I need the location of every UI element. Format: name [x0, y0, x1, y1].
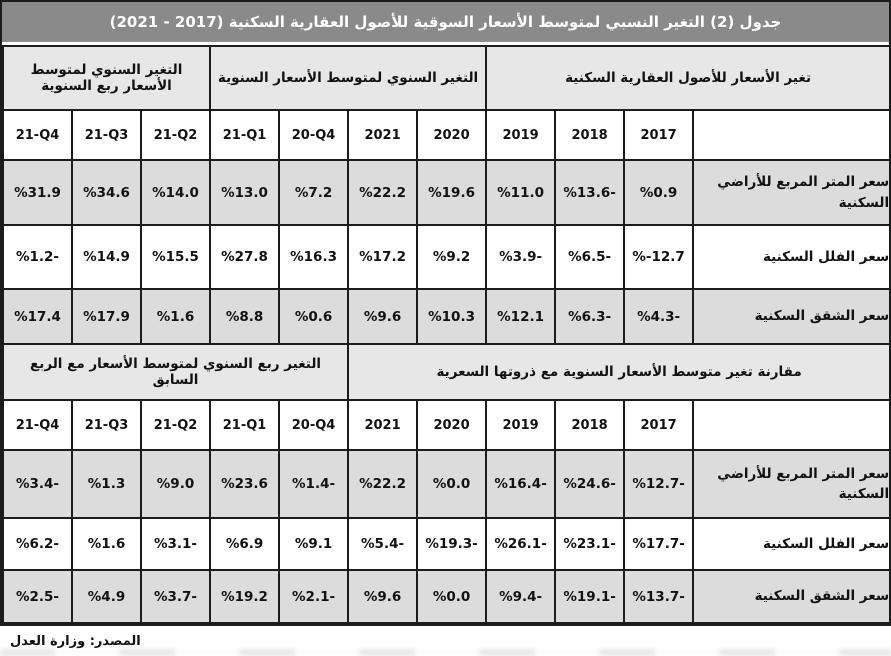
column-header-2021: 2021 — [348, 400, 417, 450]
value-cell-21-Q2: %15.5 — [141, 225, 210, 289]
column-header-2019: 2019 — [486, 110, 555, 160]
column-header-2019: 2019 — [486, 400, 555, 450]
value-cell-2017: %12.7- — [624, 450, 693, 518]
value-cell-21-Q4: %1.2- — [3, 225, 72, 289]
source-note: المصدر: وزارة العدل — [10, 634, 141, 649]
column-header-21-Q1: 21-Q1 — [210, 110, 279, 160]
table-row — [3, 289, 890, 344]
value-cell-2018: %13.6- — [555, 160, 624, 225]
value-cell-21-Q2: %3.7- — [141, 570, 210, 623]
value-cell-2017: %17.7- — [624, 518, 693, 570]
row-label: سعر الشقق السكنية — [693, 570, 890, 623]
value-cell-21-Q4: %3.4- — [3, 450, 72, 518]
value-cell-2019: %16.4- — [486, 450, 555, 518]
row-label: سعر الشقق السكنية — [693, 289, 890, 344]
value-cell-21-Q3: %17.9 — [72, 289, 141, 344]
table-row — [3, 225, 890, 289]
value-cell-21-Q4: %2.5- — [3, 570, 72, 623]
value-cell-2021: %9.6 — [348, 570, 417, 623]
value-cell-2019: %9.4- — [486, 570, 555, 623]
table-title: جدول (2) التغير النسبي لمتوسط الأسعار السوقية للأصول العقارية السكنية (2017 - 2021) — [2, 2, 889, 42]
value-cell-2017: %-12.7 — [624, 225, 693, 289]
value-cell-2019: %11.0 — [486, 160, 555, 225]
section-2-header-1: مقارنة تغير متوسط الأسعار السنوية مع ذروتها السعرية — [348, 344, 890, 400]
value-cell-21-Q3: %1.6 — [72, 518, 141, 570]
value-cell-2020: %19.3- — [417, 518, 486, 570]
column-header-21-Q1: 21-Q1 — [210, 400, 279, 450]
value-cell-20-Q4: %1.4- — [279, 450, 348, 518]
column-header-21-Q3: 21-Q3 — [72, 400, 141, 450]
table-row — [3, 570, 890, 623]
column-header-2021: 2021 — [348, 110, 417, 160]
value-cell-2020: %10.3 — [417, 289, 486, 344]
corner-empty-cell — [693, 400, 890, 450]
value-cell-20-Q4: %16.3 — [279, 225, 348, 289]
value-cell-2018: %6.5- — [555, 225, 624, 289]
value-cell-21-Q3: %14.9 — [72, 225, 141, 289]
value-cell-20-Q4: %0.6 — [279, 289, 348, 344]
row-label: سعر المتر المربع للأراضي السكنية — [693, 450, 890, 518]
column-header-21-Q2: 21-Q2 — [141, 110, 210, 160]
value-cell-20-Q4: %9.1 — [279, 518, 348, 570]
value-cell-21-Q4: %6.2- — [3, 518, 72, 570]
value-cell-2021: %22.2 — [348, 160, 417, 225]
value-cell-21-Q1: %13.0 — [210, 160, 279, 225]
column-header-21-Q2: 21-Q2 — [141, 400, 210, 450]
column-header-2018: 2018 — [555, 400, 624, 450]
value-cell-21-Q1: %19.2 — [210, 570, 279, 623]
value-cell-21-Q4: %31.9 — [3, 160, 72, 225]
value-cell-2017: %13.7- — [624, 570, 693, 623]
value-cell-2021: %22.2 — [348, 450, 417, 518]
value-cell-21-Q2: %3.1- — [141, 518, 210, 570]
value-cell-2020: %19.6 — [417, 160, 486, 225]
value-cell-21-Q1: %27.8 — [210, 225, 279, 289]
value-cell-2019: %3.9- — [486, 225, 555, 289]
column-header-2017: 2017 — [624, 110, 693, 160]
column-header-21-Q4: 21-Q4 — [3, 400, 72, 450]
value-cell-2021: %9.6 — [348, 289, 417, 344]
value-cell-2018: %19.1- — [555, 570, 624, 623]
value-cell-2019: %12.1 — [486, 289, 555, 344]
column-header-2020: 2020 — [417, 110, 486, 160]
value-cell-21-Q3: %34.6 — [72, 160, 141, 225]
section-1-header-2: التغير السنوي لمتوسط الأسعار السنوية — [210, 46, 486, 110]
value-cell-21-Q1: %23.6 — [210, 450, 279, 518]
value-cell-2017: %4.3- — [624, 289, 693, 344]
corner-empty-cell — [693, 110, 890, 160]
value-cell-21-Q1: %8.8 — [210, 289, 279, 344]
value-cell-2021: %5.4- — [348, 518, 417, 570]
column-header-21-Q4: 21-Q4 — [3, 110, 72, 160]
table-row — [3, 518, 890, 570]
row-label: سعر المتر المربع للأراضي السكنية — [693, 160, 890, 225]
column-header-21-Q3: 21-Q3 — [72, 110, 141, 160]
page-edge-artifact — [0, 649, 891, 656]
value-cell-2017: %0.9 — [624, 160, 693, 225]
value-cell-2020: %9.2 — [417, 225, 486, 289]
value-cell-21-Q2: %9.0 — [141, 450, 210, 518]
value-cell-2019: %26.1- — [486, 518, 555, 570]
column-header-2017: 2017 — [624, 400, 693, 450]
value-cell-2020: %0.0 — [417, 570, 486, 623]
row-label: سعر الفلل السكنية — [693, 225, 890, 289]
column-header-2020: 2020 — [417, 400, 486, 450]
value-cell-20-Q4: %2.1- — [279, 570, 348, 623]
value-cell-2018: %23.1- — [555, 518, 624, 570]
column-header-20-Q4: 20-Q4 — [279, 400, 348, 450]
value-cell-21-Q2: %14.0 — [141, 160, 210, 225]
value-cell-2020: %0.0 — [417, 450, 486, 518]
value-cell-21-Q1: %6.9 — [210, 518, 279, 570]
section-1-header-1: تغير الأسعار للأصول العقارية السكنية — [486, 46, 890, 110]
value-cell-2018: %24.6- — [555, 450, 624, 518]
row-label: سعر الفلل السكنية — [693, 518, 890, 570]
table-row — [3, 160, 890, 225]
value-cell-21-Q3: %4.9 — [72, 570, 141, 623]
value-cell-2018: %6.3- — [555, 289, 624, 344]
column-header-2018: 2018 — [555, 110, 624, 160]
value-cell-21-Q3: %1.3 — [72, 450, 141, 518]
table-row — [3, 450, 890, 518]
value-cell-21-Q4: %17.4 — [3, 289, 72, 344]
price-table — [2, 45, 891, 624]
section-1-header-3: التغير السنوي لمتوسط الأسعار ربع السنوية — [3, 46, 210, 110]
section-2-header-2: التغير ربع السنوي لمتوسط الأسعار مع الربع السابق — [3, 344, 348, 400]
value-cell-20-Q4: %7.2 — [279, 160, 348, 225]
value-cell-21-Q2: %1.6 — [141, 289, 210, 344]
column-header-20-Q4: 20-Q4 — [279, 110, 348, 160]
value-cell-2021: %17.2 — [348, 225, 417, 289]
